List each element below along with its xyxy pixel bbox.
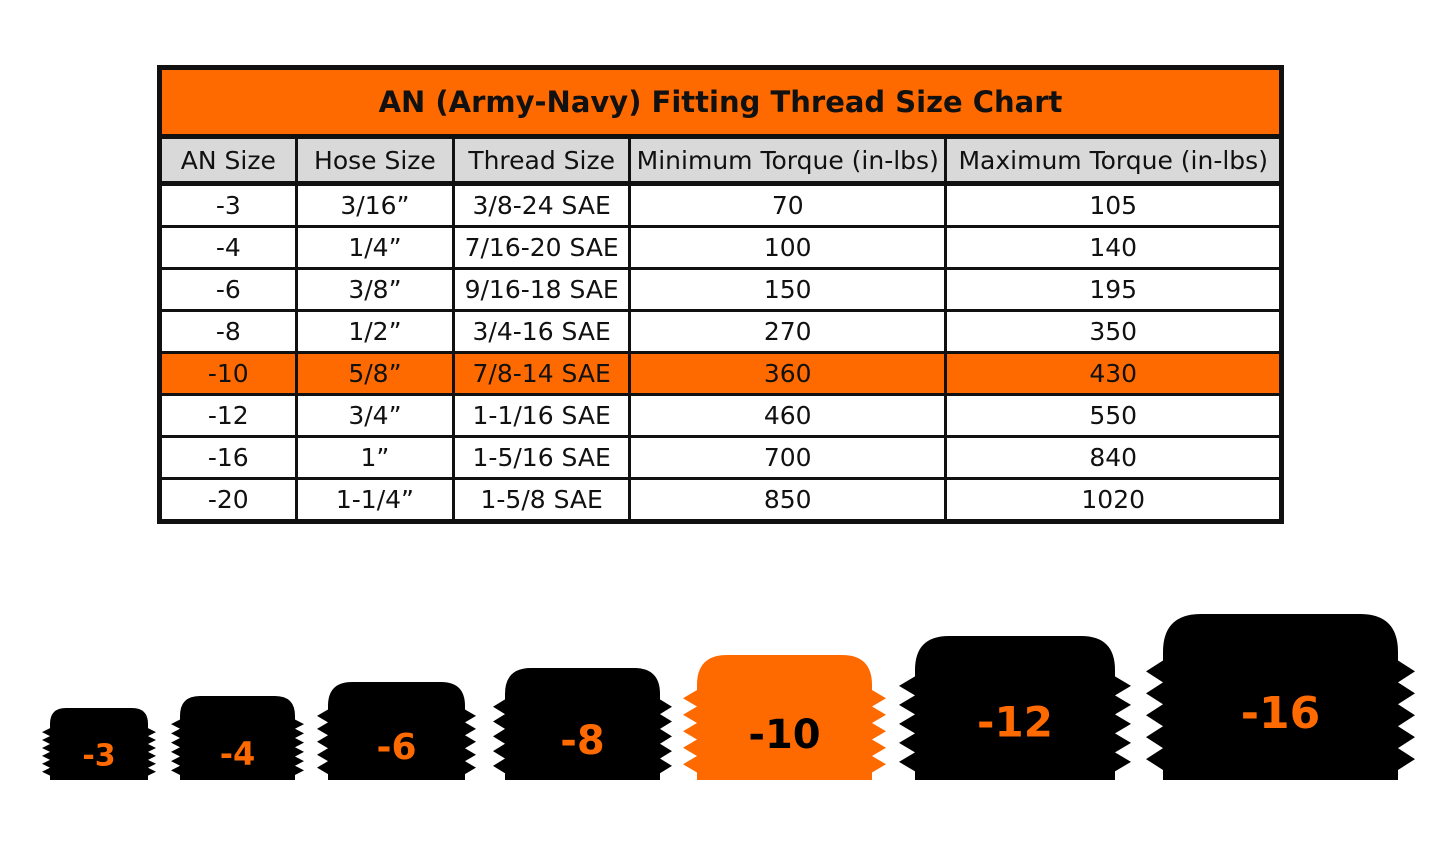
table-cell: 3/8-24 SAE [454, 184, 630, 227]
table-cell: -16 [160, 437, 297, 479]
table-cell: 7/16-20 SAE [454, 227, 630, 269]
table-cell: -20 [160, 479, 297, 522]
table-cell: 70 [630, 184, 946, 227]
table-cell: 140 [946, 227, 1282, 269]
table-cell: 9/16-18 SAE [454, 269, 630, 311]
header-row [160, 137, 1282, 184]
table-cell: 150 [630, 269, 946, 311]
table-cell: -8 [160, 311, 297, 353]
table-row [160, 227, 1282, 269]
column-header: Thread Size [454, 137, 630, 184]
fitting-size-illustrations [0, 560, 1445, 853]
column-header: Minimum Torque (in-lbs) [630, 137, 946, 184]
fitting-size-label: -3 [82, 738, 116, 774]
column-header: Hose Size [296, 137, 454, 184]
table-cell: 840 [946, 437, 1282, 479]
table-cell: 5/8” [296, 353, 454, 395]
table-cell: -4 [160, 227, 297, 269]
table-cell: 1020 [946, 479, 1282, 522]
table-row [160, 479, 1282, 522]
table-row [160, 437, 1282, 479]
table-cell: 1-5/8 SAE [454, 479, 630, 522]
table-row-highlighted [160, 353, 1282, 395]
table-cell: -10 [160, 353, 297, 395]
fitting-size-label: -4 [219, 735, 256, 773]
table-cell: 270 [630, 311, 946, 353]
table-cell: -3 [160, 184, 297, 227]
column-header: AN Size [160, 137, 297, 184]
table-cell: 1-1/4” [296, 479, 454, 522]
thread-size-table [157, 65, 1284, 524]
table-cell: 3/8” [296, 269, 454, 311]
table-row [160, 395, 1282, 437]
table-cell: 1” [296, 437, 454, 479]
chart-title: AN (Army-Navy) Fitting Thread Size Chart [160, 68, 1282, 137]
table-cell: 105 [946, 184, 1282, 227]
fitting-size-label: -6 [376, 727, 417, 768]
table-cell: 195 [946, 269, 1282, 311]
table-cell: 350 [946, 311, 1282, 353]
table-cell: 3/16” [296, 184, 454, 227]
table-cell: 360 [630, 353, 946, 395]
table-cell: 430 [946, 353, 1282, 395]
table-cell: 1-1/16 SAE [454, 395, 630, 437]
table-cell: 550 [946, 395, 1282, 437]
table-row [160, 311, 1282, 353]
table-cell: 100 [630, 227, 946, 269]
fitting-size-label: -8 [560, 718, 605, 764]
table-cell: 3/4-16 SAE [454, 311, 630, 353]
table-cell: 700 [630, 437, 946, 479]
table-row [160, 269, 1282, 311]
table-cell: 460 [630, 395, 946, 437]
table-cell: -12 [160, 395, 297, 437]
column-header: Maximum Torque (in-lbs) [946, 137, 1282, 184]
table-cell: 1-5/16 SAE [454, 437, 630, 479]
table-cell: -6 [160, 269, 297, 311]
table-cell: 850 [630, 479, 946, 522]
table-cell: 1/4” [296, 227, 454, 269]
fitting-size-label: -12 [977, 697, 1053, 747]
table-cell: 3/4” [296, 395, 454, 437]
table-row [160, 184, 1282, 227]
table-cell: 7/8-14 SAE [454, 353, 630, 395]
fitting-size-label: -16 [1240, 688, 1321, 739]
table-cell: 1/2” [296, 311, 454, 353]
fitting-size-label: -10 [748, 712, 821, 758]
